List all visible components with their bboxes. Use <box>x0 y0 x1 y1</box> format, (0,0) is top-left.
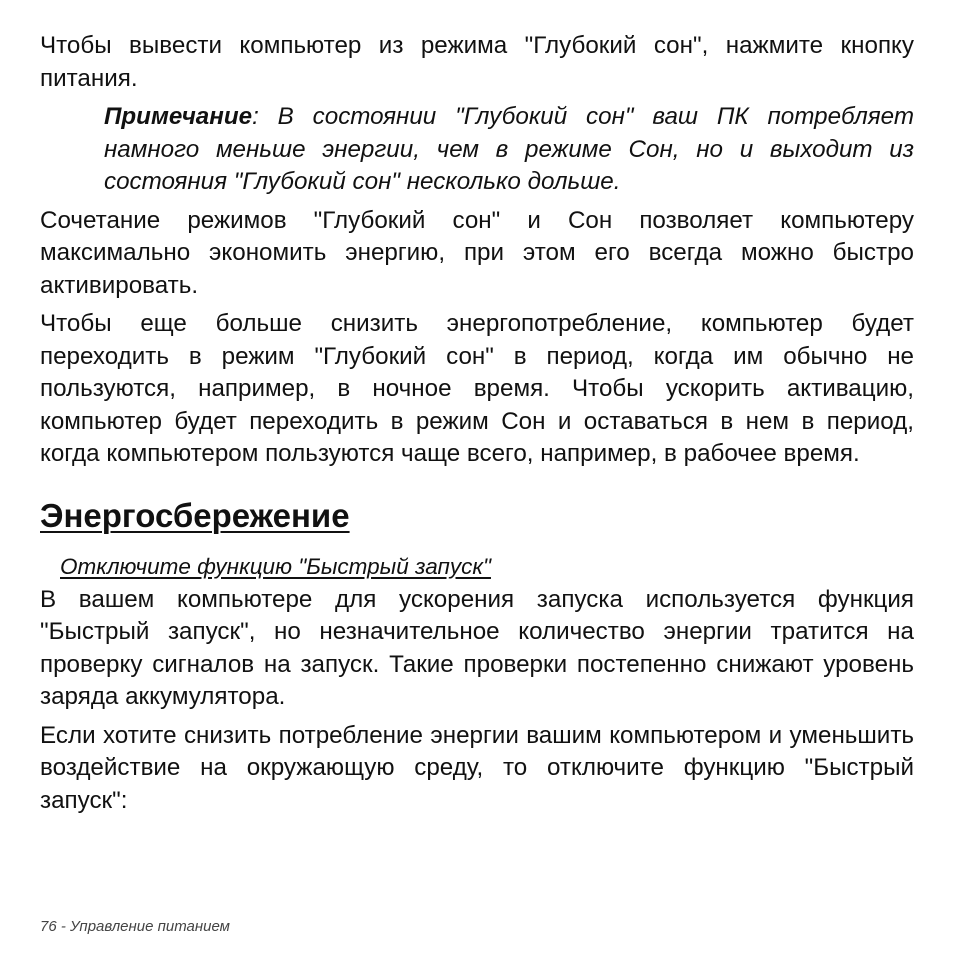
section-title: Энергосбережение <box>40 496 350 534</box>
paragraph-reduce-consumption: Чтобы еще больше снизить энергопотребление, компьютер будет переходить в режим "Глубокий сон" в период, когда им обычно не пользуются, например, в ночное время. Чтобы ускорить активацию, компьютер будет переходить в режим Сон и оставаться в нем в период, когда компьютером пользуются чаще всего, например, в рабочее время. <box>40 310 914 467</box>
note-label: Примечание <box>104 103 253 130</box>
paragraph-wake-from-hibernate: Чтобы вывести компьютер из режима "Глубокий сон", нажмите кнопку питания. <box>40 32 914 92</box>
page-footer: 76 - Управление питанием <box>40 918 230 935</box>
paragraph-fast-start: В вашем компьютере для ускорения запуска используется функция "Быстрый запуск", но незначительное количество энергии тратится на проверку сигналов на запуск. Такие проверки постепенно снижают уровень заряда аккумулятора. <box>40 585 914 710</box>
note-block <box>104 101 914 199</box>
note-text: : В состоянии "Глубокий сон" ваш ПК потребляет намного меньше энергии, чем в режиме Сон, но и выходит из состояния "Глубокий сон" несколько дольше. <box>104 103 914 195</box>
paragraph-disable-fast-start: Если хотите снизить потребление энергии вашим компьютером и уменьшить воздействие на окружающую среду, то отключите функцию "Быстрый запуск": <box>40 721 914 814</box>
subsection-title: Отключите функцию "Быстрый запуск" <box>60 553 491 579</box>
paragraph-mode-combination: Сочетание режимов "Глубокий сон" и Сон позволяет компьютеру максимально экономить энергию, при этом его всегда можно быстро активировать. <box>40 206 914 299</box>
document-page <box>40 30 914 817</box>
